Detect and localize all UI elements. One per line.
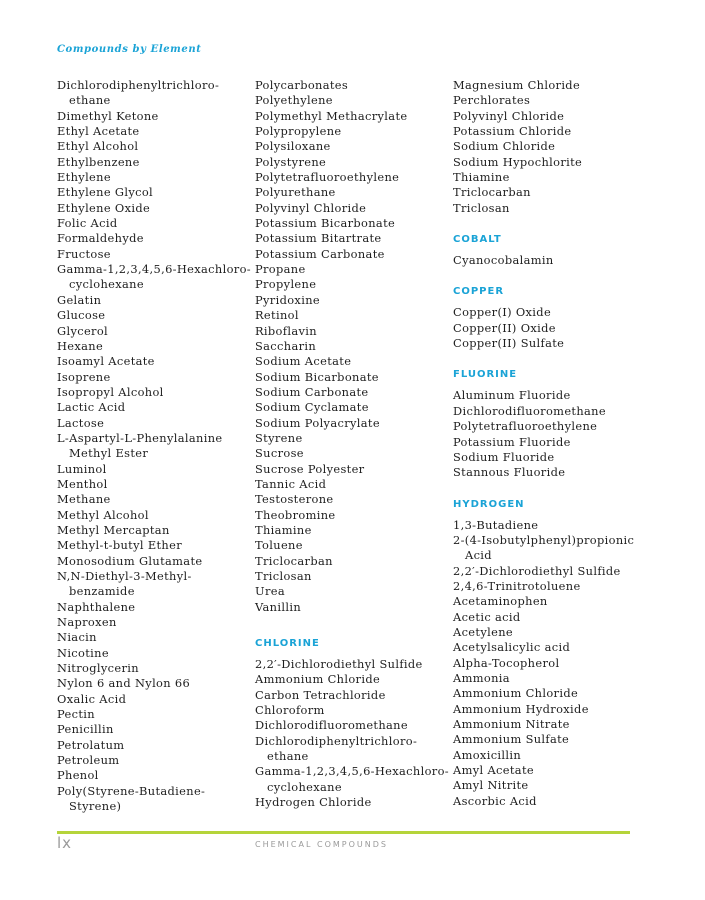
compound-entry: Sodium Acetate [255, 354, 352, 369]
compound-entry: Ethylene Oxide [57, 200, 151, 215]
compound-entry: Luminol [57, 461, 107, 476]
running-header: Compounds by Element [57, 44, 202, 55]
compound-entry: Sucrose Polyester [255, 461, 365, 476]
element-section-heading: COBALT [453, 234, 502, 246]
compound-entry: Ammonium Chloride [453, 686, 579, 701]
compound-entry: 2,2′-Dichlorodiethyl Sulfide [453, 563, 621, 578]
compound-entry: Triclosan [255, 569, 312, 583]
compound-entry: Potassium Bicarbonate [255, 216, 396, 231]
compound-entry: Pyridoxine [255, 292, 320, 307]
compound-entry: Glycerol [57, 323, 109, 338]
compound-entry: Retinol [255, 308, 299, 323]
compound-entry: Polyvinyl Chloride [453, 108, 565, 123]
compound-entry: Isopropyl Alcohol [57, 384, 164, 399]
compound-entry: Carbon Tetrachloride [255, 687, 386, 702]
compound-entry: N,N-Diethyl-3-Methyl- benzamide [57, 569, 192, 599]
compound-entry: Folic Acid [57, 216, 118, 231]
compound-entry: Ethylene Glycol [57, 185, 154, 200]
compound-entry: Polysiloxane [255, 139, 331, 154]
compound-entry: Ammonia [453, 670, 510, 685]
compound-entry: Acetylene [453, 624, 513, 639]
compound-entry: Dimethyl Ketone [57, 108, 159, 123]
compound-entry: 1,3-Butadiene [453, 517, 539, 532]
compound-entry: Sodium Bicarbonate [255, 369, 379, 384]
footer-title: CHEMICAL COMPOUNDS [255, 840, 388, 849]
compound-entry: Sodium Polyacrylate [255, 415, 380, 430]
column-3 [453, 78, 653, 809]
compound-entry: Hexane [57, 338, 104, 353]
compound-entry: Copper(II) Sulfate [453, 336, 565, 351]
compound-entry: Pectin [57, 707, 95, 722]
compound-entry: Gamma-1,2,3,4,5,6-Hexachloro- cyclohexane [255, 764, 449, 794]
compound-entry: Chloroform [255, 703, 325, 718]
compound-entry: Phenol [57, 768, 99, 783]
compound-entry: Sodium Cyclamate [255, 400, 369, 415]
compound-entry: Menthol [57, 476, 108, 491]
element-section-heading: FLUORINE [453, 369, 518, 381]
compound-entry: Glucose [57, 308, 106, 323]
compound-entry: Copper(II) Oxide [453, 320, 556, 335]
compound-entry: Copper(I) Oxide [453, 305, 552, 320]
compound-entry: Tannic Acid [255, 476, 327, 491]
element-section-heading: CHLORINE [255, 638, 320, 650]
compound-entry: Acetic acid [453, 609, 521, 624]
compound-entry: Urea [255, 584, 285, 599]
compound-entry: Magnesium Chloride [453, 78, 581, 92]
compound-entry: Naproxen [57, 615, 117, 630]
compound-entry: Triclocarban [255, 553, 333, 568]
compound-entry: Propylene [255, 277, 317, 292]
compound-entry: Nylon 6 and Nylon 66 [57, 676, 191, 691]
compound-entry: Sodium Carbonate [255, 384, 369, 399]
compound-entry: Ammonium Hydroxide [453, 701, 589, 716]
compound-entry: Potassium Carbonate [255, 246, 385, 261]
compound-entry: L-Aspartyl-L-Phenylalanine Methyl Ester [57, 430, 223, 461]
column-1 [57, 78, 257, 815]
element-section-heading: HYDROGEN [453, 498, 525, 510]
compound-entry: Methyl-t-butyl Ether [57, 538, 182, 553]
compound-entry: Methyl Alcohol [57, 507, 149, 522]
compound-entry: Isoprene [57, 369, 111, 384]
compound-entry: Dichlorodifluoromethane [255, 718, 408, 733]
compound-entry: Cyanocobalamin [453, 253, 554, 268]
compound-entry: Triclocarban [453, 185, 531, 200]
compound-entry: Ascorbic Acid [453, 793, 537, 808]
compound-entry: Polypropylene [255, 124, 342, 139]
compound-entry: Toluene [255, 538, 303, 553]
compound-entry: Gamma-1,2,3,4,5,6-Hexachloro- cyclohexane [57, 262, 251, 292]
compound-entry: Polymethyl Methacrylate [255, 108, 408, 123]
compound-entry: Hydrogen Chloride [255, 795, 372, 810]
compound-entry: Petrolatum [57, 737, 125, 752]
compound-entry: Naphthalene [57, 599, 136, 614]
compound-entry: 2,2′-Dichlorodiethyl Sulfide [255, 657, 423, 672]
compound-entry: Ethyl Acetate [57, 124, 140, 139]
compound-entry: Poly(Styrene-Butadiene- Styrene) [57, 783, 206, 814]
compound-entry: Sodium Chloride [453, 139, 556, 154]
compound-entry: Petroleum [57, 753, 120, 768]
column-2 [255, 78, 455, 810]
footer-rule [57, 831, 630, 834]
compound-entry: Penicillin [57, 722, 114, 737]
compound-entry: Potassium Bitartrate [255, 231, 382, 246]
compound-entry: Styrene [255, 430, 303, 445]
compound-entry: Polystyrene [255, 154, 327, 169]
compound-entry: Acetylsalicylic acid [453, 640, 571, 655]
compound-entry: Potassium Fluoride [453, 434, 571, 449]
compound-entry: Thiamine [453, 170, 510, 185]
compound-entry: Acetaminophen [453, 594, 548, 609]
compound-entry: Polyvinyl Chloride [255, 200, 367, 215]
compound-entry: Amyl Nitrite [453, 778, 529, 793]
compound-entry: Lactose [57, 415, 105, 430]
compound-entry: 2-(4-Isobutylphenyl)propionic Acid [453, 532, 635, 563]
compound-entry: Saccharin [255, 338, 317, 353]
compound-entry: Ammonium Sulfate [453, 732, 570, 747]
compound-entry: Polycarbonates [255, 78, 349, 92]
compound-entry: Sodium Fluoride [453, 449, 555, 464]
compound-entry: 2,4,6-Trinitrotoluene [453, 578, 581, 593]
compound-entry: Fructose [57, 246, 111, 261]
compound-entry: Gelatin [57, 292, 102, 307]
compound-entry: Polytetrafluoroethylene [255, 170, 400, 185]
compound-entry: Thiamine [255, 522, 312, 537]
compound-entry: Dichlorodiphenyltrichloro- ethane [57, 78, 220, 108]
compound-entry: Ammonium Nitrate [453, 717, 570, 731]
compound-entry: Ammonium Chloride [255, 672, 381, 687]
compound-entry: Oxalic Acid [57, 691, 127, 706]
compound-entry: Perchlorates [453, 93, 531, 108]
compound-entry: Triclosan [453, 200, 510, 215]
compound-entry: Formaldehyde [57, 231, 144, 246]
compound-entry: Dichlorodiphenyltrichloro- ethane [255, 733, 418, 764]
compound-entry: Lactic Acid [57, 400, 126, 415]
compound-entry: Methane [57, 492, 111, 507]
compound-entry: Isoamyl Acetate [57, 354, 155, 369]
compound-entry: Nitroglycerin [57, 661, 139, 676]
compound-entry: Riboflavin [255, 323, 317, 338]
compound-entry: Polytetrafluoroethylene [453, 419, 598, 434]
compound-entry: Theobromine [255, 507, 336, 522]
compound-entry: Amoxicillin [453, 747, 522, 762]
compound-entry: Nicotine [57, 645, 109, 660]
compound-entry: Vanillin [255, 599, 302, 614]
compound-entry: Amyl Acetate [453, 763, 534, 778]
element-section-heading: COPPER [453, 286, 505, 298]
compound-entry: Niacin [57, 630, 97, 645]
compound-entry: Polyethylene [255, 93, 333, 108]
compound-entry: Stannous Fluoride [453, 465, 566, 480]
compound-entry: Potassium Chloride [453, 124, 572, 139]
page-number: lx [57, 834, 73, 852]
compound-entry: Testosterone [255, 492, 334, 507]
compound-entry: Aluminum Fluoride [453, 388, 571, 403]
compound-entry: Methyl Mercaptan [57, 522, 170, 537]
compound-entry: Sodium Hypochlorite [453, 154, 583, 169]
compound-entry: Ethyl Alcohol [57, 139, 139, 154]
compound-entry: Alpha-Tocopherol [453, 655, 560, 670]
compound-entry: Monosodium Glutamate [57, 553, 203, 568]
compound-entry: Ethylene [57, 170, 111, 185]
compound-entry: Sucrose [255, 446, 304, 461]
compound-entry: Ethylbenzene [57, 154, 140, 169]
compound-entry: Dichlorodifluoromethane [453, 403, 606, 418]
compound-entry: Propane [255, 262, 306, 277]
compound-entry: Polyurethane [255, 185, 336, 200]
